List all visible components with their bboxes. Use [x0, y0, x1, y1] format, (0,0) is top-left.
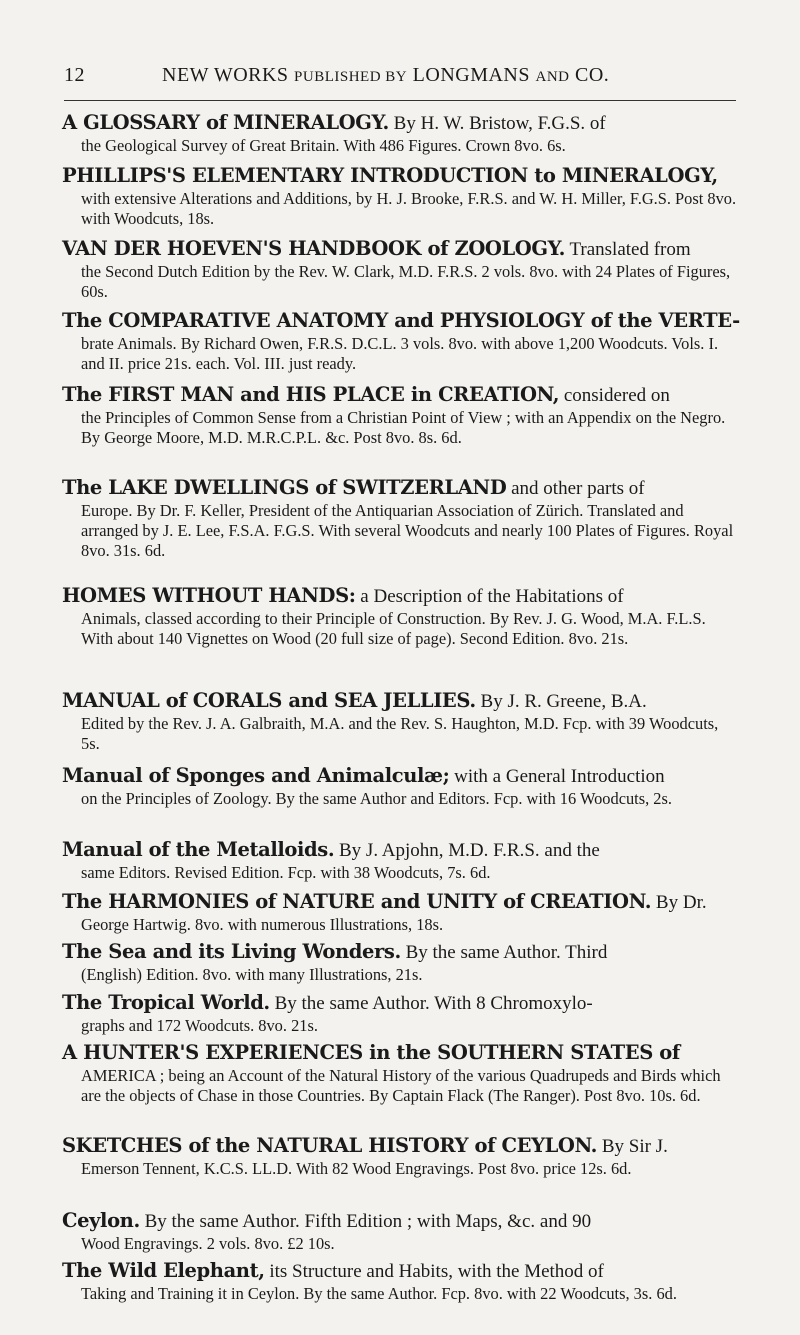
- entry-heading: PHILLIPS'S ELEMENTARY INTRODUCTION to MINERALOGY,: [62, 164, 718, 187]
- entry-lead-text: By the same Author. With 8 Chromoxylo-: [269, 993, 593, 1014]
- entry-lead-text: its Structure and Habits, with the Method of: [264, 1261, 604, 1282]
- catalogue-entry: [62, 1208, 740, 1254]
- entry-heading: The Wild Elephant,: [62, 1259, 265, 1282]
- entry-heading: A HUNTER'S EXPERIENCES in the SOUTHERN STATES of: [62, 1041, 680, 1064]
- catalogue-entry: [62, 1258, 740, 1304]
- catalogue-entry: [62, 475, 740, 561]
- entry-description: Wood Engravings. 2 vols. 8vo. £2 10s.: [81, 1234, 335, 1253]
- entry-description: with extensive Alterations and Additions, by H. J. Brooke, F.R.S. and W. H. Miller, F.G.S. Post 8vo. with Woodcuts, 18s.: [81, 189, 737, 228]
- catalogue-entry: [62, 688, 740, 754]
- entry-description: Taking and Training it in Ceylon. By the same Author. Fcp. 8vo. with 22 Woodcuts, 3s. 6d.: [81, 1284, 677, 1303]
- catalogue-entry: [62, 1133, 740, 1179]
- entry-description: (English) Edition. 8vo. with many Illustrations, 21s.: [81, 965, 423, 984]
- entry-description: George Hartwig. 8vo. with numerous Illustrations, 18s.: [81, 915, 444, 934]
- catalogue-entry: [62, 308, 740, 374]
- entry-lead-text: By J. R. Greene, B.A.: [475, 691, 647, 712]
- entry-heading: Manual of Sponges and Animalculæ;: [62, 764, 450, 787]
- entry-lead-text: By Sir J.: [597, 1136, 668, 1157]
- entry-lead-text: and other parts of: [506, 478, 645, 499]
- entry-lead-text: Translated from: [565, 239, 691, 260]
- catalogue-entry: [62, 110, 740, 156]
- entry-heading: Manual of the Metalloids.: [62, 838, 335, 861]
- catalogue-entry: [62, 837, 740, 883]
- catalogue-entry: [62, 163, 740, 229]
- entry-heading: The COMPARATIVE ANATOMY and PHYSIOLOGY of the VERTE-: [62, 309, 740, 332]
- entry-description: the Geological Survey of Great Britain. With 486 Figures. Crown 8vo. 6s.: [81, 136, 566, 155]
- entry-description: the Principles of Common Sense from a Christian Point of View ; with an Appendix on the Negro. By George Moore, M.D. M.R.C.P.L. &c. Post 8vo. 8s. 6d.: [81, 408, 726, 447]
- entry-heading: The LAKE DWELLINGS of SWITZERLAND: [62, 476, 507, 499]
- entry-lead-text: considered on: [559, 385, 670, 406]
- page-number: 12: [64, 64, 85, 86]
- catalogue-entry: [62, 939, 740, 985]
- catalogue-entry: [62, 382, 740, 448]
- entry-description: the Second Dutch Edition by the Rev. W. Clark, M.D. F.R.S. 2 vols. 8vo. with 24 Plates of Figures, 60s.: [81, 262, 731, 301]
- entry-heading: The HARMONIES of NATURE and UNITY of CREATION.: [62, 890, 652, 913]
- entry-description: Animals, classed according to their Principle of Construction. By Rev. J. G. Wood, M.A. F.L.S. With about 140 Vignettes on Wood (20 full size of page). Second Edition. 8vo. 21s.: [81, 609, 706, 648]
- entry-description: brate Animals. By Richard Owen, F.R.S. D.C.L. 3 vols. 8vo. with above 1,200 Woodcuts. Vols. I. and II. price 21s. each. Vol. III. just ready.: [81, 334, 719, 373]
- entry-description: AMERICA ; being an Account of the Natural History of the various Quadrupeds and Birds which are the objects of Chase in those Countries. By Captain Flack (The Ranger). Post 8vo. 10s. 6d.: [81, 1066, 721, 1105]
- entry-heading: The Sea and its Living Wonders.: [62, 940, 401, 963]
- entry-heading: SKETCHES of the NATURAL HISTORY of CEYLON.: [62, 1134, 598, 1157]
- catalogue-entry: [62, 990, 740, 1036]
- entry-heading: The Tropical World.: [62, 991, 270, 1014]
- entry-lead-text: By Dr.: [651, 892, 707, 913]
- entry-heading: A GLOSSARY of MINERALOGY.: [62, 111, 389, 134]
- entry-description: on the Principles of Zoology. By the same Author and Editors. Fcp. with 16 Woodcuts, 2s.: [81, 789, 672, 808]
- entry-description: Emerson Tennent, K.C.S. LL.D. With 82 Wood Engravings. Post 8vo. price 12s. 6d.: [81, 1159, 632, 1178]
- entry-lead-text: By the same Author. Third: [400, 942, 608, 963]
- catalogue-entry: [62, 889, 740, 935]
- entry-description: Europe. By Dr. F. Keller, President of the Antiquarian Association of Zürich. Translated and arranged by J. E. Lee, F.S.A. F.G.S. With several Woodcuts and nearly 100 Plates of Figures. Royal 8vo. 31s. 6d.: [81, 501, 734, 560]
- catalogue-entry: [62, 1040, 740, 1106]
- entry-heading: MANUAL of CORALS and SEA JELLIES.: [62, 689, 476, 712]
- entry-heading: HOMES WITHOUT HANDS:: [62, 584, 356, 607]
- catalogue-entry: [62, 763, 740, 809]
- entry-description: graphs and 172 Woodcuts. 8vo. 21s.: [81, 1016, 318, 1035]
- entry-heading: VAN DER HOEVEN'S HANDBOOK of ZOOLOGY.: [62, 237, 566, 260]
- entry-lead-text: By H. W. Bristow, F.G.S. of: [388, 113, 606, 134]
- entry-lead-text: By J. Apjohn, M.D. F.R.S. and the: [334, 840, 600, 861]
- catalogue-entry: [62, 236, 740, 302]
- running-title: NEW WORKS PUBLISHED BY LONGMANS AND CO.: [162, 64, 610, 86]
- entry-description: Edited by the Rev. J. A. Galbraith, M.A. and the Rev. S. Haughton, M.D. Fcp. with 39 Woodcuts, 5s.: [81, 714, 719, 753]
- entry-heading: The FIRST MAN and HIS PLACE in CREATION,: [62, 383, 560, 406]
- header-rule: [64, 100, 736, 101]
- entry-heading: Ceylon.: [62, 1209, 140, 1232]
- catalogue-entry: [62, 583, 740, 649]
- entry-lead-text: a Description of the Habitations of: [355, 586, 624, 607]
- entry-lead-text: with a General Introduction: [449, 766, 665, 787]
- entry-lead-text: By the same Author. Fifth Edition ; with Maps, &c. and 90: [139, 1211, 592, 1232]
- entry-description: same Editors. Revised Edition. Fcp. with 38 Woodcuts, 7s. 6d.: [81, 863, 491, 882]
